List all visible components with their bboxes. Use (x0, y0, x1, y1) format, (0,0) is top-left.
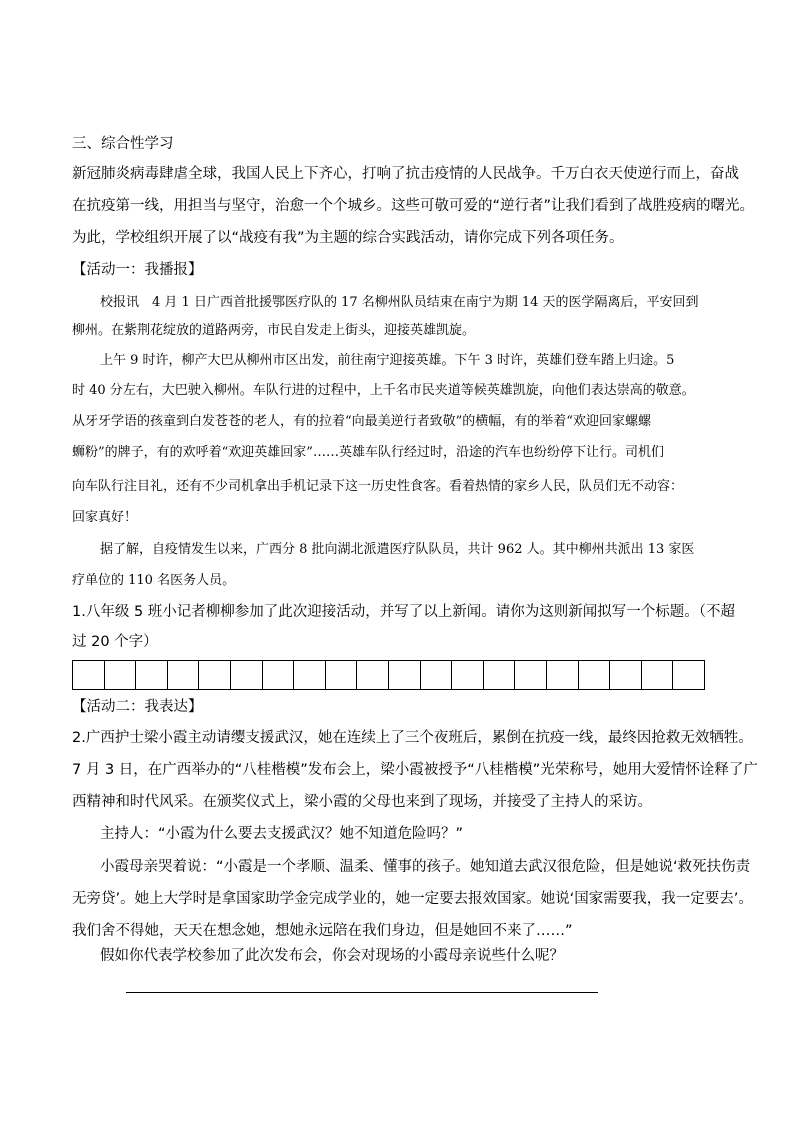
answer-write-line[interactable] (126, 992, 598, 993)
answer-grid-cell[interactable] (326, 660, 358, 690)
answer-grid-cell[interactable] (452, 660, 484, 690)
news-p2-line-5: 向车队行注目礼，还有不少司机拿出手机记录下这一历史性食客。看着热情的家乡人民，队员们无不动容： (72, 479, 684, 494)
intro-line-3: 为此，学校组织开展了以“战疫有我”为主题的综合实践活动，请你完成下列各项任务。 (72, 230, 624, 246)
answer-grid-cell[interactable] (294, 660, 326, 690)
news-p2-line-3: 从牙牙学语的孩童到白发苍苍的老人，有的拉着“向最美逆行者致敬”的横幅，有的举着“欢迎回家螺螺 (72, 414, 651, 429)
news-p2-line-4: 蛳粉”的牌子，有的欢呼着“欢迎英雄回家”……英雄车队行经过时，沿途的汽车也纷纷停下让行。司机们 (72, 445, 664, 460)
question2-line-2: 7 月 3 日，在广西举办的“八桂楷模”发布会上，梁小霞被授予“八桂楷模”光荣称号，她用大爱情怀诠释了广 (72, 762, 758, 778)
host-question: 主持人：“小霞为什么要去支援武汉？她不知道危险吗？” (100, 826, 464, 842)
activity2-heading: 【活动二：我表达】 (72, 699, 203, 715)
answer-grid-cell[interactable] (515, 660, 547, 690)
question2-line-1: 2.广西护士梁小霞主动请缨支援武汉，她在连续上了三个夜班后，累倒在抗疫一线，最终因抢救无效牺牲。 (72, 730, 753, 746)
news-p3-line-2: 疗单位的 110 名医务人员。 (72, 573, 236, 588)
answer-grid-cell[interactable] (673, 660, 705, 690)
question2-line-3: 西精神和时代风采。在颁奖仪式上，梁小霞的父母也来到了现场，并接受了主持人的采访。 (72, 794, 652, 810)
answer-grid-cell[interactable] (389, 660, 421, 690)
section-title: 三、综合性学习 (72, 136, 174, 152)
answer-grid-cell[interactable] (231, 660, 263, 690)
answer-grid-cell[interactable] (263, 660, 295, 690)
answer-grid-cell[interactable] (642, 660, 674, 690)
answer-grid-cell[interactable] (168, 660, 200, 690)
news-p1-line-1: 校报讯 4 月 1 日广西首批援鄂医疗队的 17 名柳州队员结束在南宁为期 14 天的医学隔离后，平安回到 (100, 295, 699, 310)
mother-line-1: 小霞母亲哭着说：“小霞是一个孝顺、温柔、懂事的孩子。她知道去武汉很危险，但是她说‘救死扶伤责 (100, 859, 751, 875)
news-p1-line-2: 柳州。在紫荆花绽放的道路两旁，市民自发走上街头，迎接英雄凯旋。 (72, 323, 476, 338)
answer-grid-cell[interactable] (105, 660, 137, 690)
news-p2-line-2: 时 40 分左右，大巴驶入柳州。车队行进的过程中，上千名市民夹道等候英雄凯旋，向他们表达崇高的敬意。 (72, 383, 695, 398)
answer-grid-cell[interactable] (357, 660, 389, 690)
news-p2-line-6: 回家真好！ (72, 510, 138, 525)
question1-line-1: 1.八年级 5 班小记者柳柳参加了此次迎接活动，并写了以上新闻。请你为这则新闻拟写一个标题。（不超 (72, 604, 736, 620)
mother-line-3: 我们舍不得她，天天在想念她，想她永远陪在我们身边，但是她回不来了……” (72, 923, 573, 939)
answer-grid-cell[interactable] (547, 660, 579, 690)
answer-grid-cell[interactable] (610, 660, 642, 690)
question1-line-2: 过 20 个字） (72, 634, 158, 650)
news-p2-line-1: 上午 9 时许，柳产大巴从柳州市区出发，前往南宁迎接英雄。下午 3 时许，英雄们登车踏上归途。5 (100, 353, 675, 368)
answer-grid-cell[interactable] (136, 660, 168, 690)
activity1-heading: 【活动一：我播报】 (72, 262, 203, 278)
answer-grid-cell[interactable] (73, 660, 105, 690)
final-prompt: 假如你代表学校参加了此次发布会，你会对现场的小霞母亲说些什么呢？ (100, 948, 564, 964)
answer-grid-cell[interactable] (421, 660, 453, 690)
intro-line-2: 在抗疫第一线，用担当与坚守，治愈一个个城乡。这些可敬可爱的“逆行者”让我们看到了战胜疫病的曙光。 (72, 198, 755, 214)
mother-line-2: 无旁贷’。她上大学时是拿国家助学金完成学业的，她一定要去报效国家。她说‘国家需要我，我一定要去’。 (72, 891, 753, 907)
answer-grid-cell[interactable] (579, 660, 611, 690)
title-answer-grid[interactable] (72, 660, 705, 690)
intro-line-1: 新冠肺炎病毒肆虐全球，我国人民上下齐心，打响了抗击疫情的人民战争。千万白衣天使逆行而上，奋战 (72, 166, 739, 182)
answer-grid-cell[interactable] (484, 660, 516, 690)
news-p3-line-1: 据了解，自疫情发生以来，广西分 8 批向湖北派遣医疗队队员，共计 962 人。其中柳州共派出 13 家医 (100, 542, 695, 557)
answer-grid-cell[interactable] (199, 660, 231, 690)
